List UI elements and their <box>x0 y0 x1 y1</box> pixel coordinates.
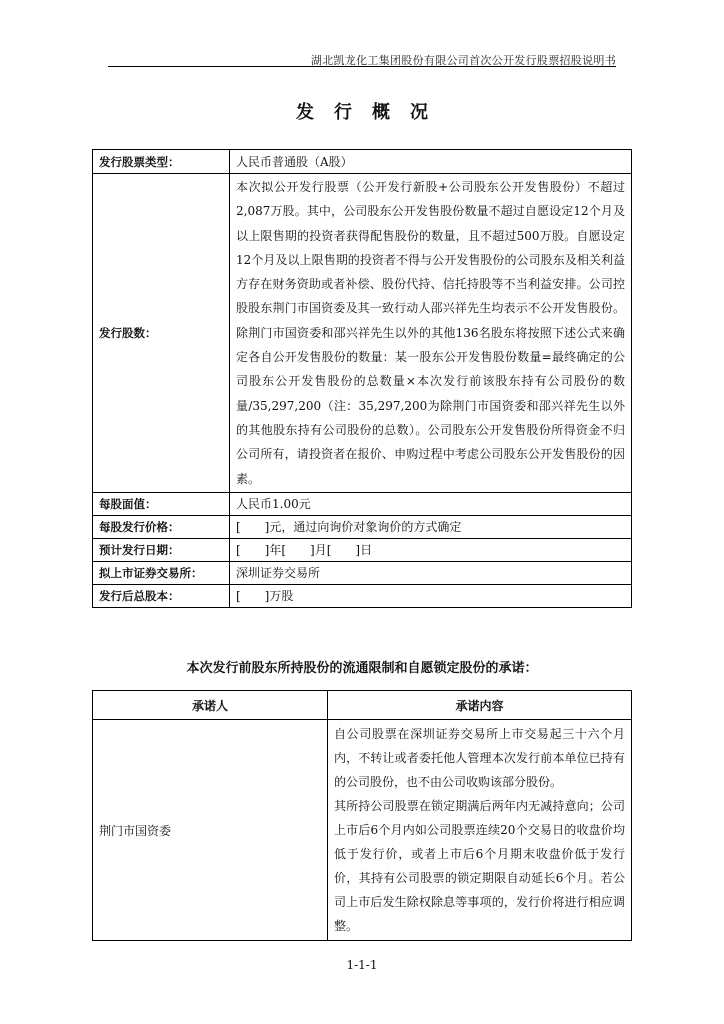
price-value: [ ]元，通过向询价对象询价的方式确定 <box>230 515 632 538</box>
column-header-content: 承诺内容 <box>328 691 632 720</box>
exchange-value: 深圳证券交易所 <box>230 561 632 584</box>
par-value-label: 每股面值： <box>93 492 230 515</box>
page-number: 1-1-1 <box>346 958 378 972</box>
shares-value: 本次拟公开发行股票（公开发行新股+公司股东公开发售股份）不超过2,087万股。其中，公司股东公开发售股份数量不超过自愿设定12个月及以上限售期的投资者获得配售股份的数量，且不超过500万股。自愿设定12个月及以上限售期的投资者不得与公开发售股份的公司股东及相关利益方存在财务资助或者补偿、股份代持、信托持股等不当利益安排。公司控股股东荆门市国资委及其一致行动人邵兴祥先生均表示不公开发售股份。除荆门市国资委和邵兴祥先生以外的其他136名股东将按照下述公式来确定各自公开发售股份的数量：某一股东公开发售股份数量=最终确定的公司股东公开发售股份的总数量×本次发行前该股东持有公司股份的数量/35,297,200（注：35,297,200为除荆门市国资委和邵兴祥先生以外的其他股东持有公司股份的总数）。公司股东公开发售股份所得资金不归公司所有，请投资者在报价、申购过程中考虑公司股东公开发售股份的因素。 <box>230 174 632 493</box>
stock-type-label: 发行股票类型： <box>93 150 230 174</box>
commitment-content <box>328 720 632 941</box>
par-value-value: 人民币1.00元 <box>230 492 632 515</box>
table-header-row <box>93 691 632 720</box>
table-row <box>93 150 632 174</box>
commitment-paragraph: 其所持公司股票在锁定期满后两年内无减持意向；公司上市后6个月内如公司股票连续20个交易日的收盘价均低于发行价，或者上市后6个月期末收盘价低于发行价，其持有公司股票的锁定期限自动延长6个月。若公司上市后发生除权除息等事项的，发行价将进行相应调整。 <box>334 799 625 933</box>
page-title: 发行概况 <box>296 102 448 123</box>
table-row <box>93 492 632 515</box>
header-rule <box>108 66 616 67</box>
stock-type-value: 人民币普通股（A股） <box>230 150 632 174</box>
total-shares-label: 发行后总股本： <box>93 584 230 607</box>
exchange-label: 拟上市证券交易所： <box>93 561 230 584</box>
table-row <box>93 538 632 561</box>
commitment-table <box>92 690 632 941</box>
date-value: [ ]年[ ]月[ ]日 <box>230 538 632 561</box>
table-row <box>93 584 632 607</box>
column-header-person: 承诺人 <box>93 691 328 720</box>
date-label: 预计发行日期： <box>93 538 230 561</box>
running-header: 湖北凯龙化工集团股份有限公司首次公开发行股票招股说明书 <box>310 54 616 67</box>
issue-overview-table <box>92 149 632 608</box>
commitment-paragraph: 自公司股票在深圳证券交易所上市交易起三十六个月内，不转让或者委托他人管理本次发行前本单位已持有的公司股份，也不由公司收购该部分股份。 <box>334 727 625 789</box>
table-row <box>93 515 632 538</box>
table-row <box>93 561 632 584</box>
commitment-heading: 本次发行前股东所持股份的流通限制和自愿锁定股份的承诺： <box>186 661 538 676</box>
price-label: 每股发行价格： <box>93 515 230 538</box>
total-shares-value: [ ]万股 <box>230 584 632 607</box>
committer-name: 荆门市国资委 <box>93 720 328 941</box>
table-row <box>93 174 632 493</box>
table-row <box>93 720 632 941</box>
shares-label: 发行股数： <box>93 174 230 493</box>
